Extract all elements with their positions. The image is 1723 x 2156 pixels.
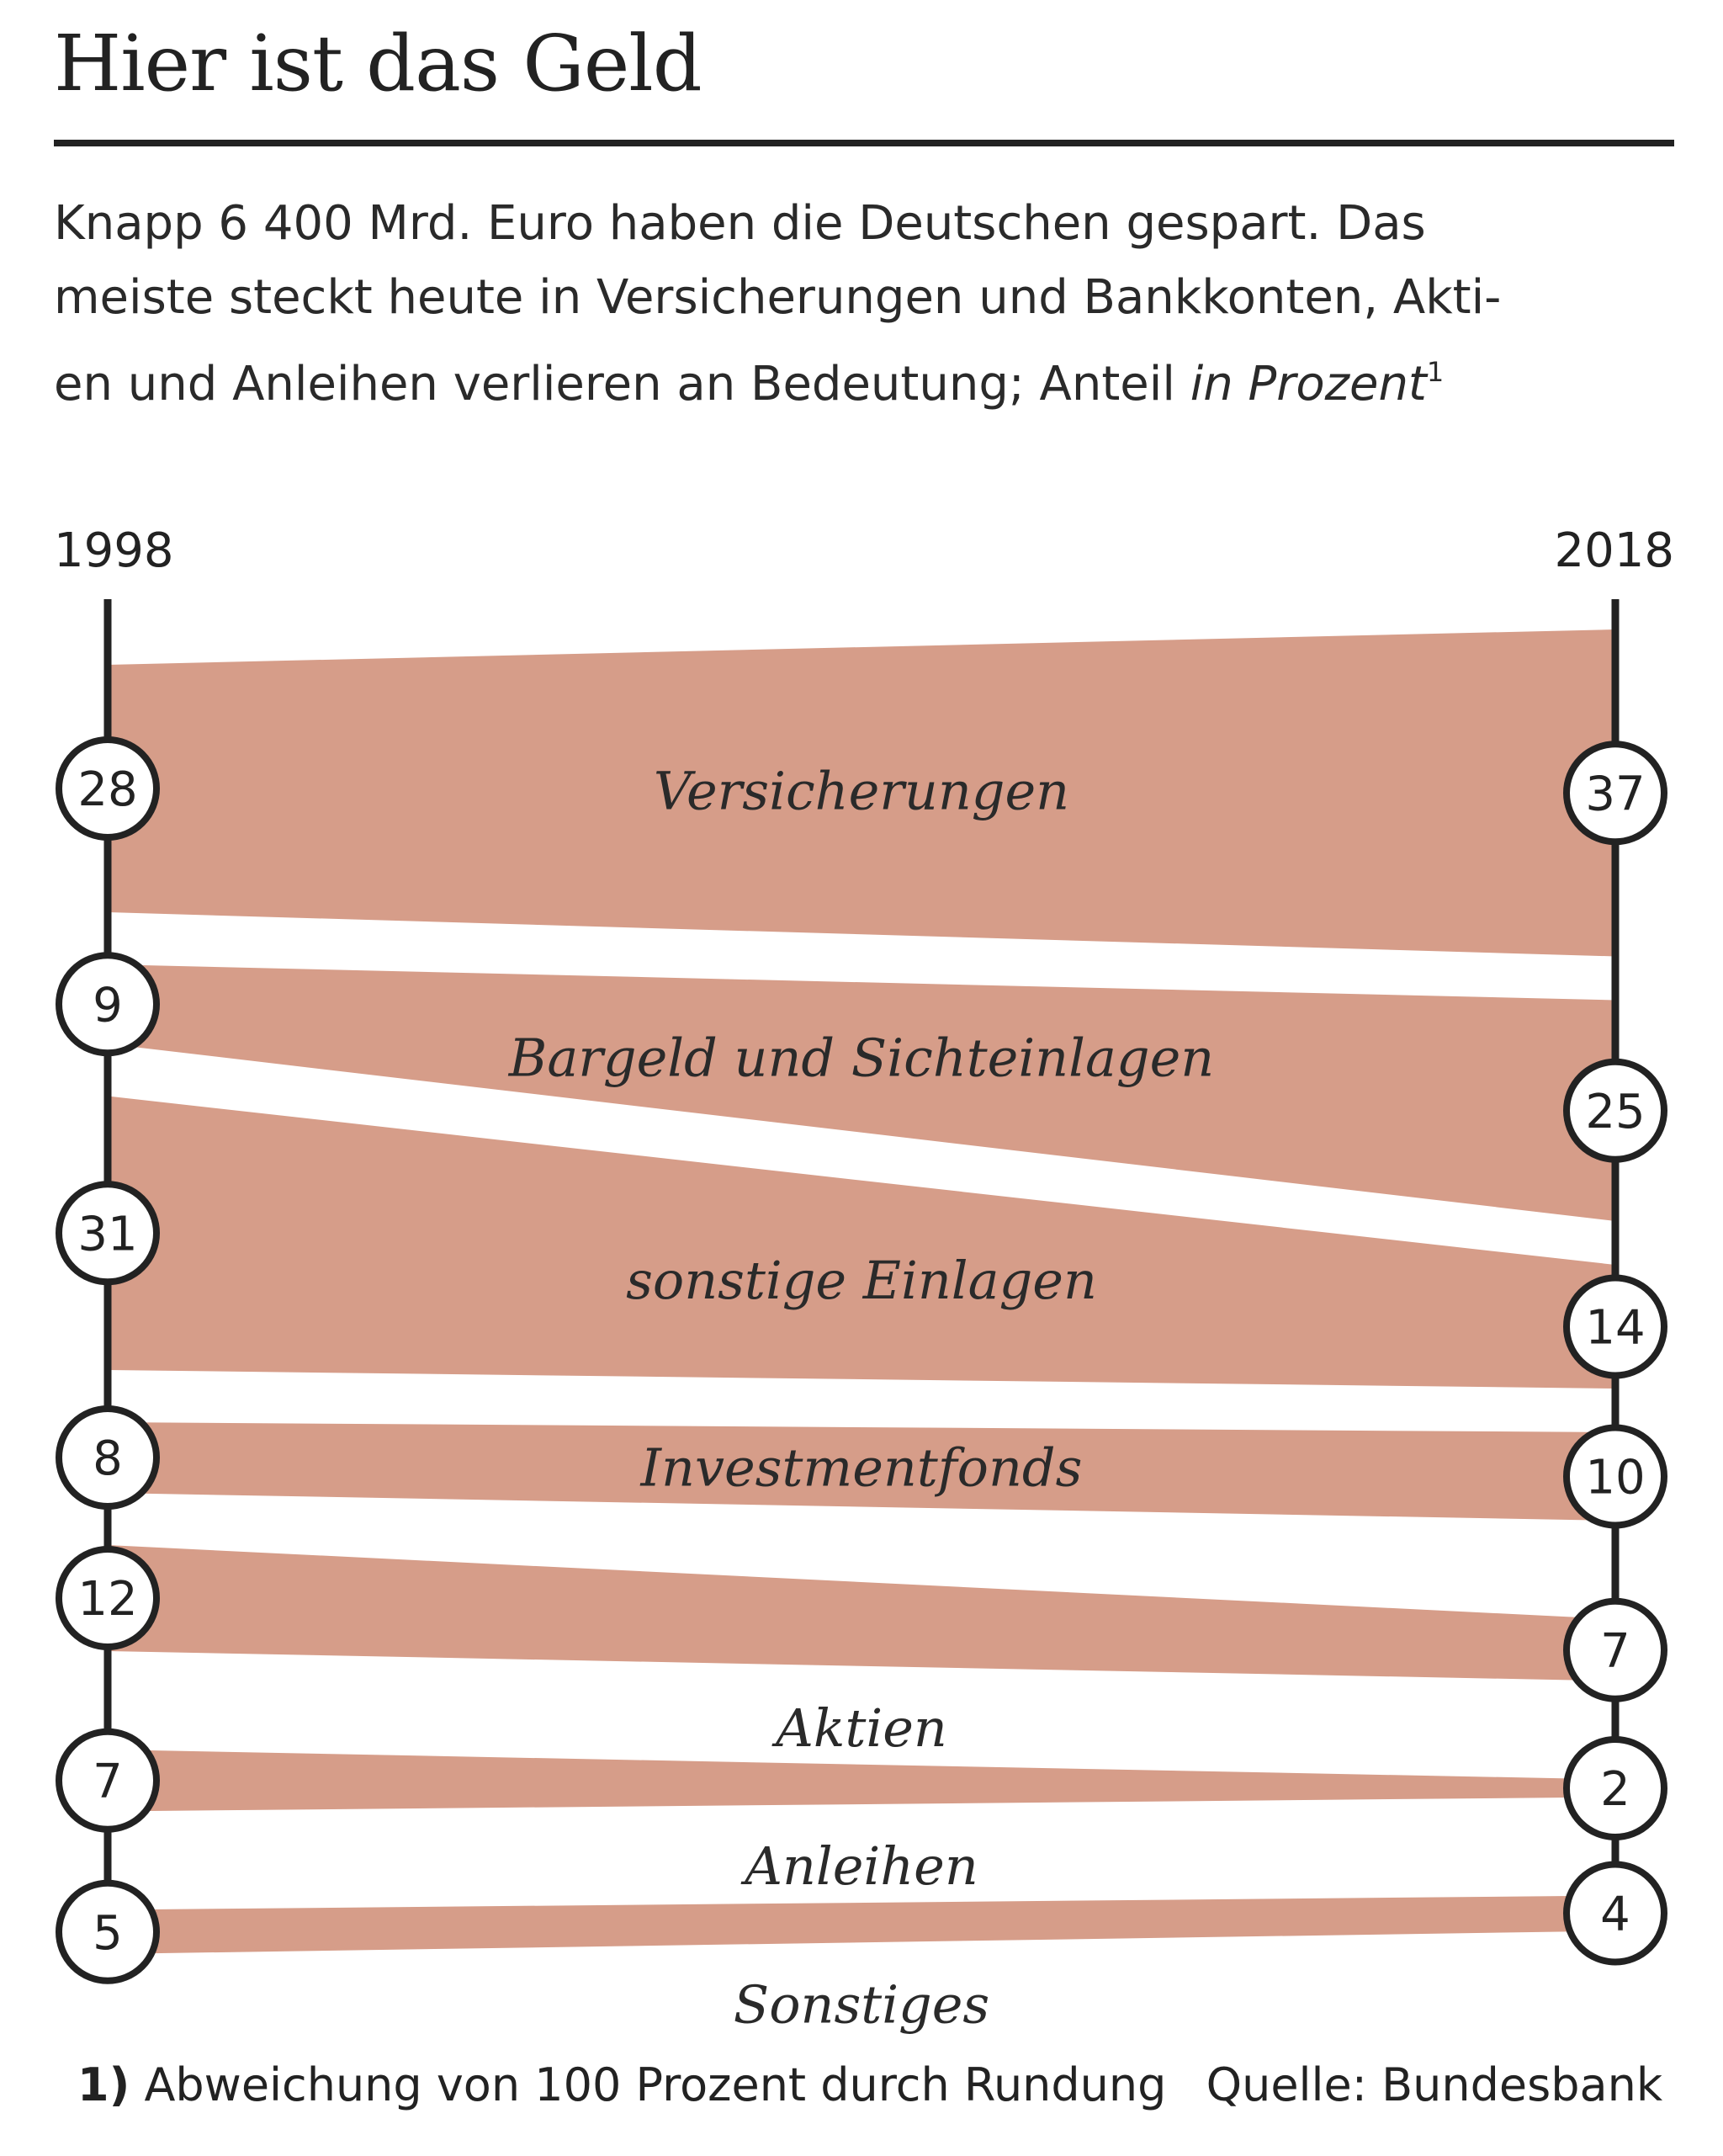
value-label-anleihen-2018: 2 (1600, 1762, 1630, 1817)
series-label-sonstige-einlagen: sonstige Einlagen (626, 1249, 1097, 1311)
value-label-investmentfonds-2018: 10 (1585, 1450, 1646, 1505)
band-sonstiges (108, 1896, 1615, 1955)
subtitle-line-1: Knapp 6 400 Mrd. Euro haben die Deutschen gespart. Das (54, 196, 1426, 251)
value-label-bargeld-und-sichteinlagen-2018: 25 (1585, 1084, 1646, 1139)
footnote (77, 2058, 1662, 2111)
chart-title: Hier ist das Geld (54, 19, 702, 109)
value-label-sonstiges-1998: 5 (93, 1905, 123, 1961)
series-label-aktien: Aktien (776, 1697, 947, 1759)
value-label-sonstiges-2018: 4 (1600, 1887, 1630, 1942)
band-aktien (108, 1545, 1615, 1681)
value-label-anleihen-1998: 7 (93, 1754, 123, 1809)
series-label-sonstiges: Sonstiges (733, 1973, 990, 2036)
value-label-versicherungen-1998: 28 (77, 762, 138, 817)
subtitle-line-3: en und Anleihen verlieren an Bedeutung; Anteil (54, 357, 1175, 412)
series-label-anleihen: Anleihen (745, 1835, 978, 1897)
value-label-investmentfonds-1998: 8 (93, 1431, 123, 1486)
year-label-2018: 2018 (1554, 523, 1674, 578)
value-label-aktien-1998: 12 (77, 1572, 138, 1627)
subtitle-footnote-mark: 1 (1426, 356, 1445, 388)
value-label-versicherungen-2018: 37 (1585, 767, 1646, 822)
subtitle-line-2: meiste steckt heute in Versicherungen und Bankkonten, Akti- (54, 270, 1502, 325)
series-label-versicherungen: Versicherungen (653, 760, 1070, 822)
value-label-aktien-2018: 7 (1600, 1623, 1630, 1679)
source-note: Quelle: Bundesbank (1206, 2058, 1663, 2111)
year-label-1998: 1998 (54, 523, 174, 578)
value-label-bargeld-und-sichteinlagen-1998: 9 (93, 978, 123, 1033)
series-label-investmentfonds: Investmentfonds (640, 1436, 1083, 1499)
value-label-sonstige-einlagen-2018: 14 (1585, 1300, 1646, 1356)
series-label-bargeld-und-sichteinlagen: Bargeld und Sichteinlagen (508, 1027, 1215, 1089)
footnote-text: Abweichung von 100 Prozent durch Rundung (144, 2058, 1167, 2111)
band-anleihen (108, 1750, 1615, 1812)
subtitle-unit: in Prozent (1190, 357, 1427, 412)
footnote-mark: 1) (77, 2058, 130, 2111)
value-label-sonstige-einlagen-1998: 31 (77, 1207, 138, 1262)
